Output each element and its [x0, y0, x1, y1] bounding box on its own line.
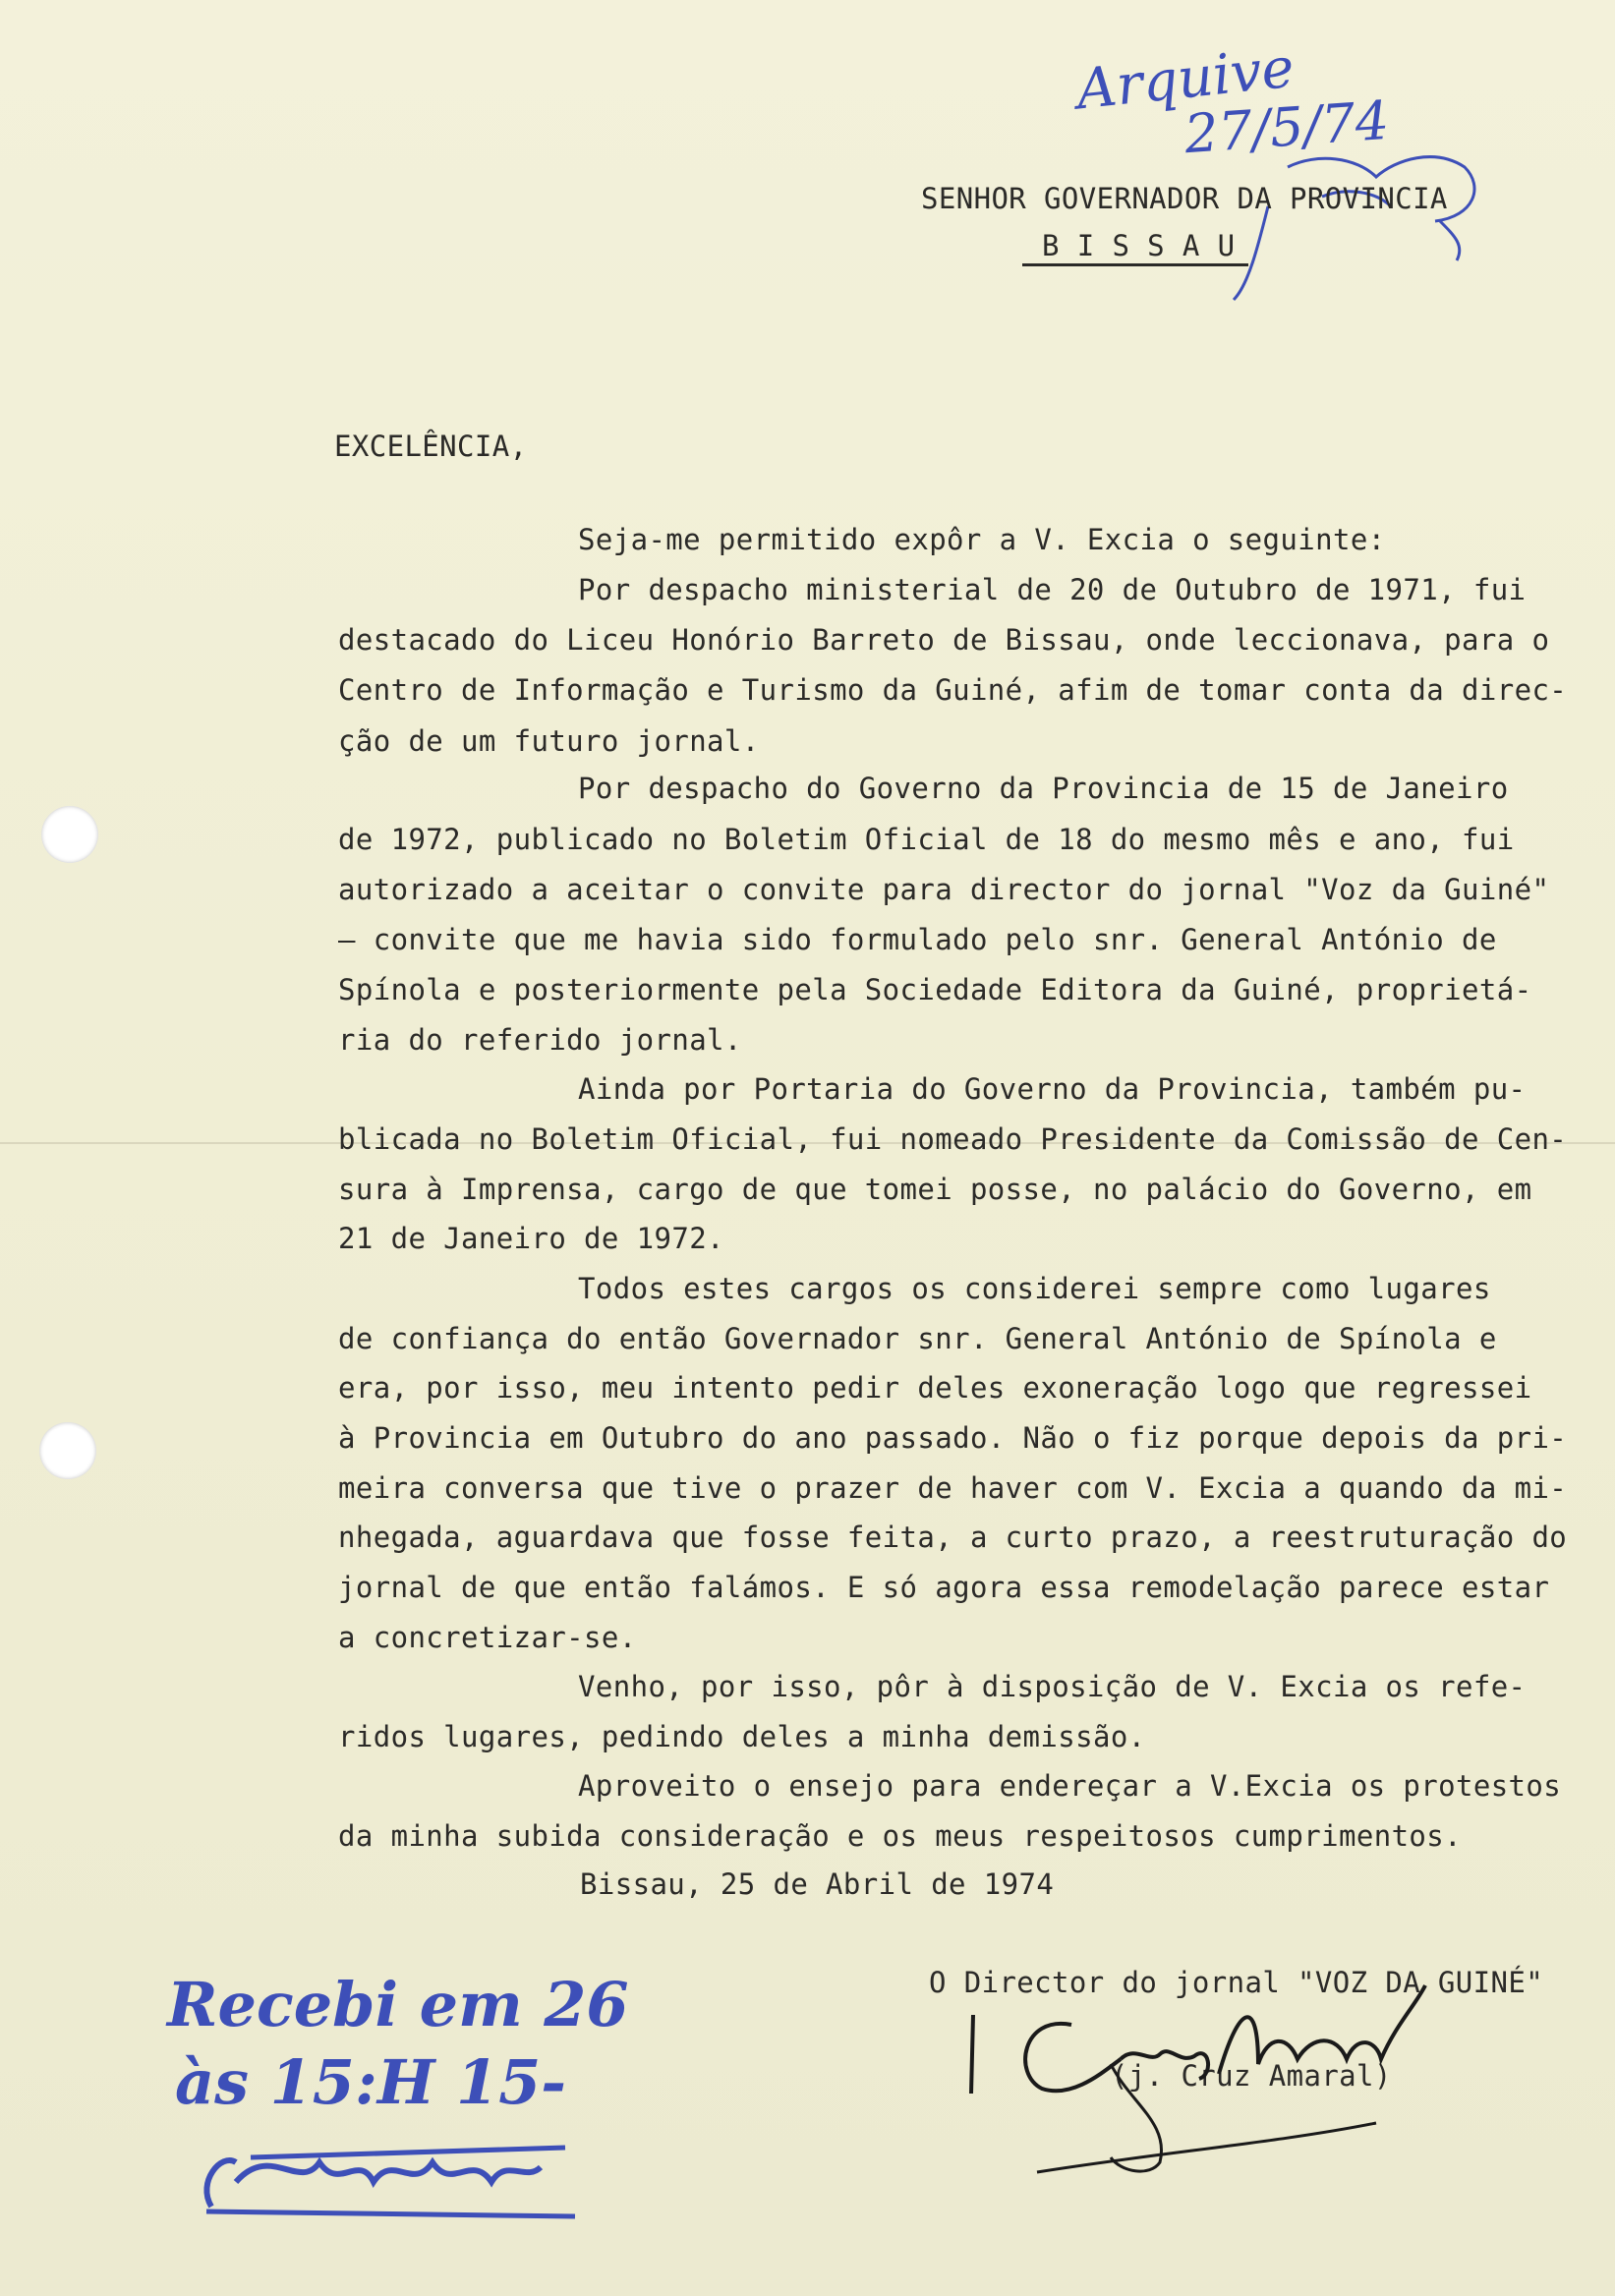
body-line: de confiança do então Governador snr. General António de Spínola e [338, 1322, 1497, 1355]
signature-name: (j. Cruz Amaral) [1111, 2059, 1392, 2093]
body-line: Todos estes cargos os considerei sempre como lugares [578, 1272, 1491, 1305]
addressee-line: SENHOR GOVERNADOR DA PROVINCIA [921, 182, 1448, 215]
body-line: nhegada, aguardava que fosse feita, a curto prazo, a reestruturação do [338, 1521, 1568, 1554]
body-line: blicada no Boletim Oficial, fui nomeado Presidente da Comissão de Cen- [338, 1122, 1568, 1156]
handwritten-receipt-line: Recebi em 26 [167, 1969, 629, 2040]
body-line: Spínola e posteriormente pela Sociedade Editora da Guiné, proprietá- [338, 973, 1532, 1006]
addressee-underline [1022, 263, 1248, 266]
salutation: EXCELÊNCIA, [334, 430, 528, 463]
body-line: da minha subida consideração e os meus respeitosos cumprimentos. [338, 1819, 1463, 1853]
body-line: Ainda por Portaria do Governo da Provincia, também pu- [578, 1072, 1527, 1106]
place-date-line: Bissau, 25 de Abril de 1974 [580, 1867, 1055, 1901]
body-line: jornal de que então falámos. E só agora essa remodelação parece estar [338, 1571, 1550, 1604]
body-line: ria do referido jornal. [338, 1023, 742, 1057]
body-line: de 1972, publicado no Boletim Oficial de 18 do mesmo mês e ano, fui [338, 823, 1515, 856]
handwritten-receipt-time: às 15:H 15- [175, 2046, 567, 2118]
punch-hole [41, 806, 98, 863]
handwritten-annotation-date: 27/5/74 [1182, 88, 1392, 166]
addressee-city: B I S S A U [1042, 229, 1236, 262]
signature-title: O Director do jornal "VOZ DA GUINÉ" [929, 1966, 1544, 1999]
body-line: Venho, por isso, pôr à disposição de V. Excia os refe- [578, 1670, 1527, 1703]
body-line: destacado do Liceu Honório Barreto de Bissau, onde leccionava, para o [338, 623, 1550, 657]
handwritten-receipt-signature [192, 2123, 605, 2231]
body-line: a concretizar-se. [338, 1621, 637, 1654]
body-line: meira conversa que tive o prazer de haver com V. Excia a quando da mi- [338, 1471, 1568, 1505]
punch-hole [39, 1422, 96, 1479]
handwritten-annotation-archive: Arquive [1073, 35, 1298, 123]
body-line: era, por isso, meu intento pedir deles exoneração logo que regressei [338, 1371, 1532, 1405]
body-line: autorizado a aceitar o convite para director do jornal "Voz da Guiné" [338, 873, 1550, 906]
body-line: Aproveito o ensejo para endereçar a V.Excia os protestos [578, 1769, 1562, 1803]
body-line: ção de um futuro jornal. [338, 724, 760, 758]
body-line: Centro de Informação e Turismo da Guiné, afim de tomar conta da direc- [338, 673, 1568, 707]
handwritten-signature [963, 1966, 1474, 2182]
body-line: Seja-me permitido expôr a V. Excia o seguinte: [578, 523, 1386, 556]
body-line: Por despacho ministerial de 20 de Outubro de 1971, fui [578, 573, 1527, 606]
body-line: — convite que me havia sido formulado pelo snr. General António de [338, 923, 1497, 956]
body-line: 21 de Janeiro de 1972. [338, 1222, 724, 1255]
body-line: sura à Imprensa, cargo de que tomei posse, no palácio do Governo, em [338, 1173, 1532, 1206]
body-line: ridos lugares, pedindo deles a minha demissão. [338, 1720, 1146, 1753]
body-line: à Provincia em Outubro do ano passado. Não o fiz porque depois da pri- [338, 1421, 1568, 1455]
body-line: Por despacho do Governo da Provincia de 15 de Janeiro [578, 772, 1509, 805]
